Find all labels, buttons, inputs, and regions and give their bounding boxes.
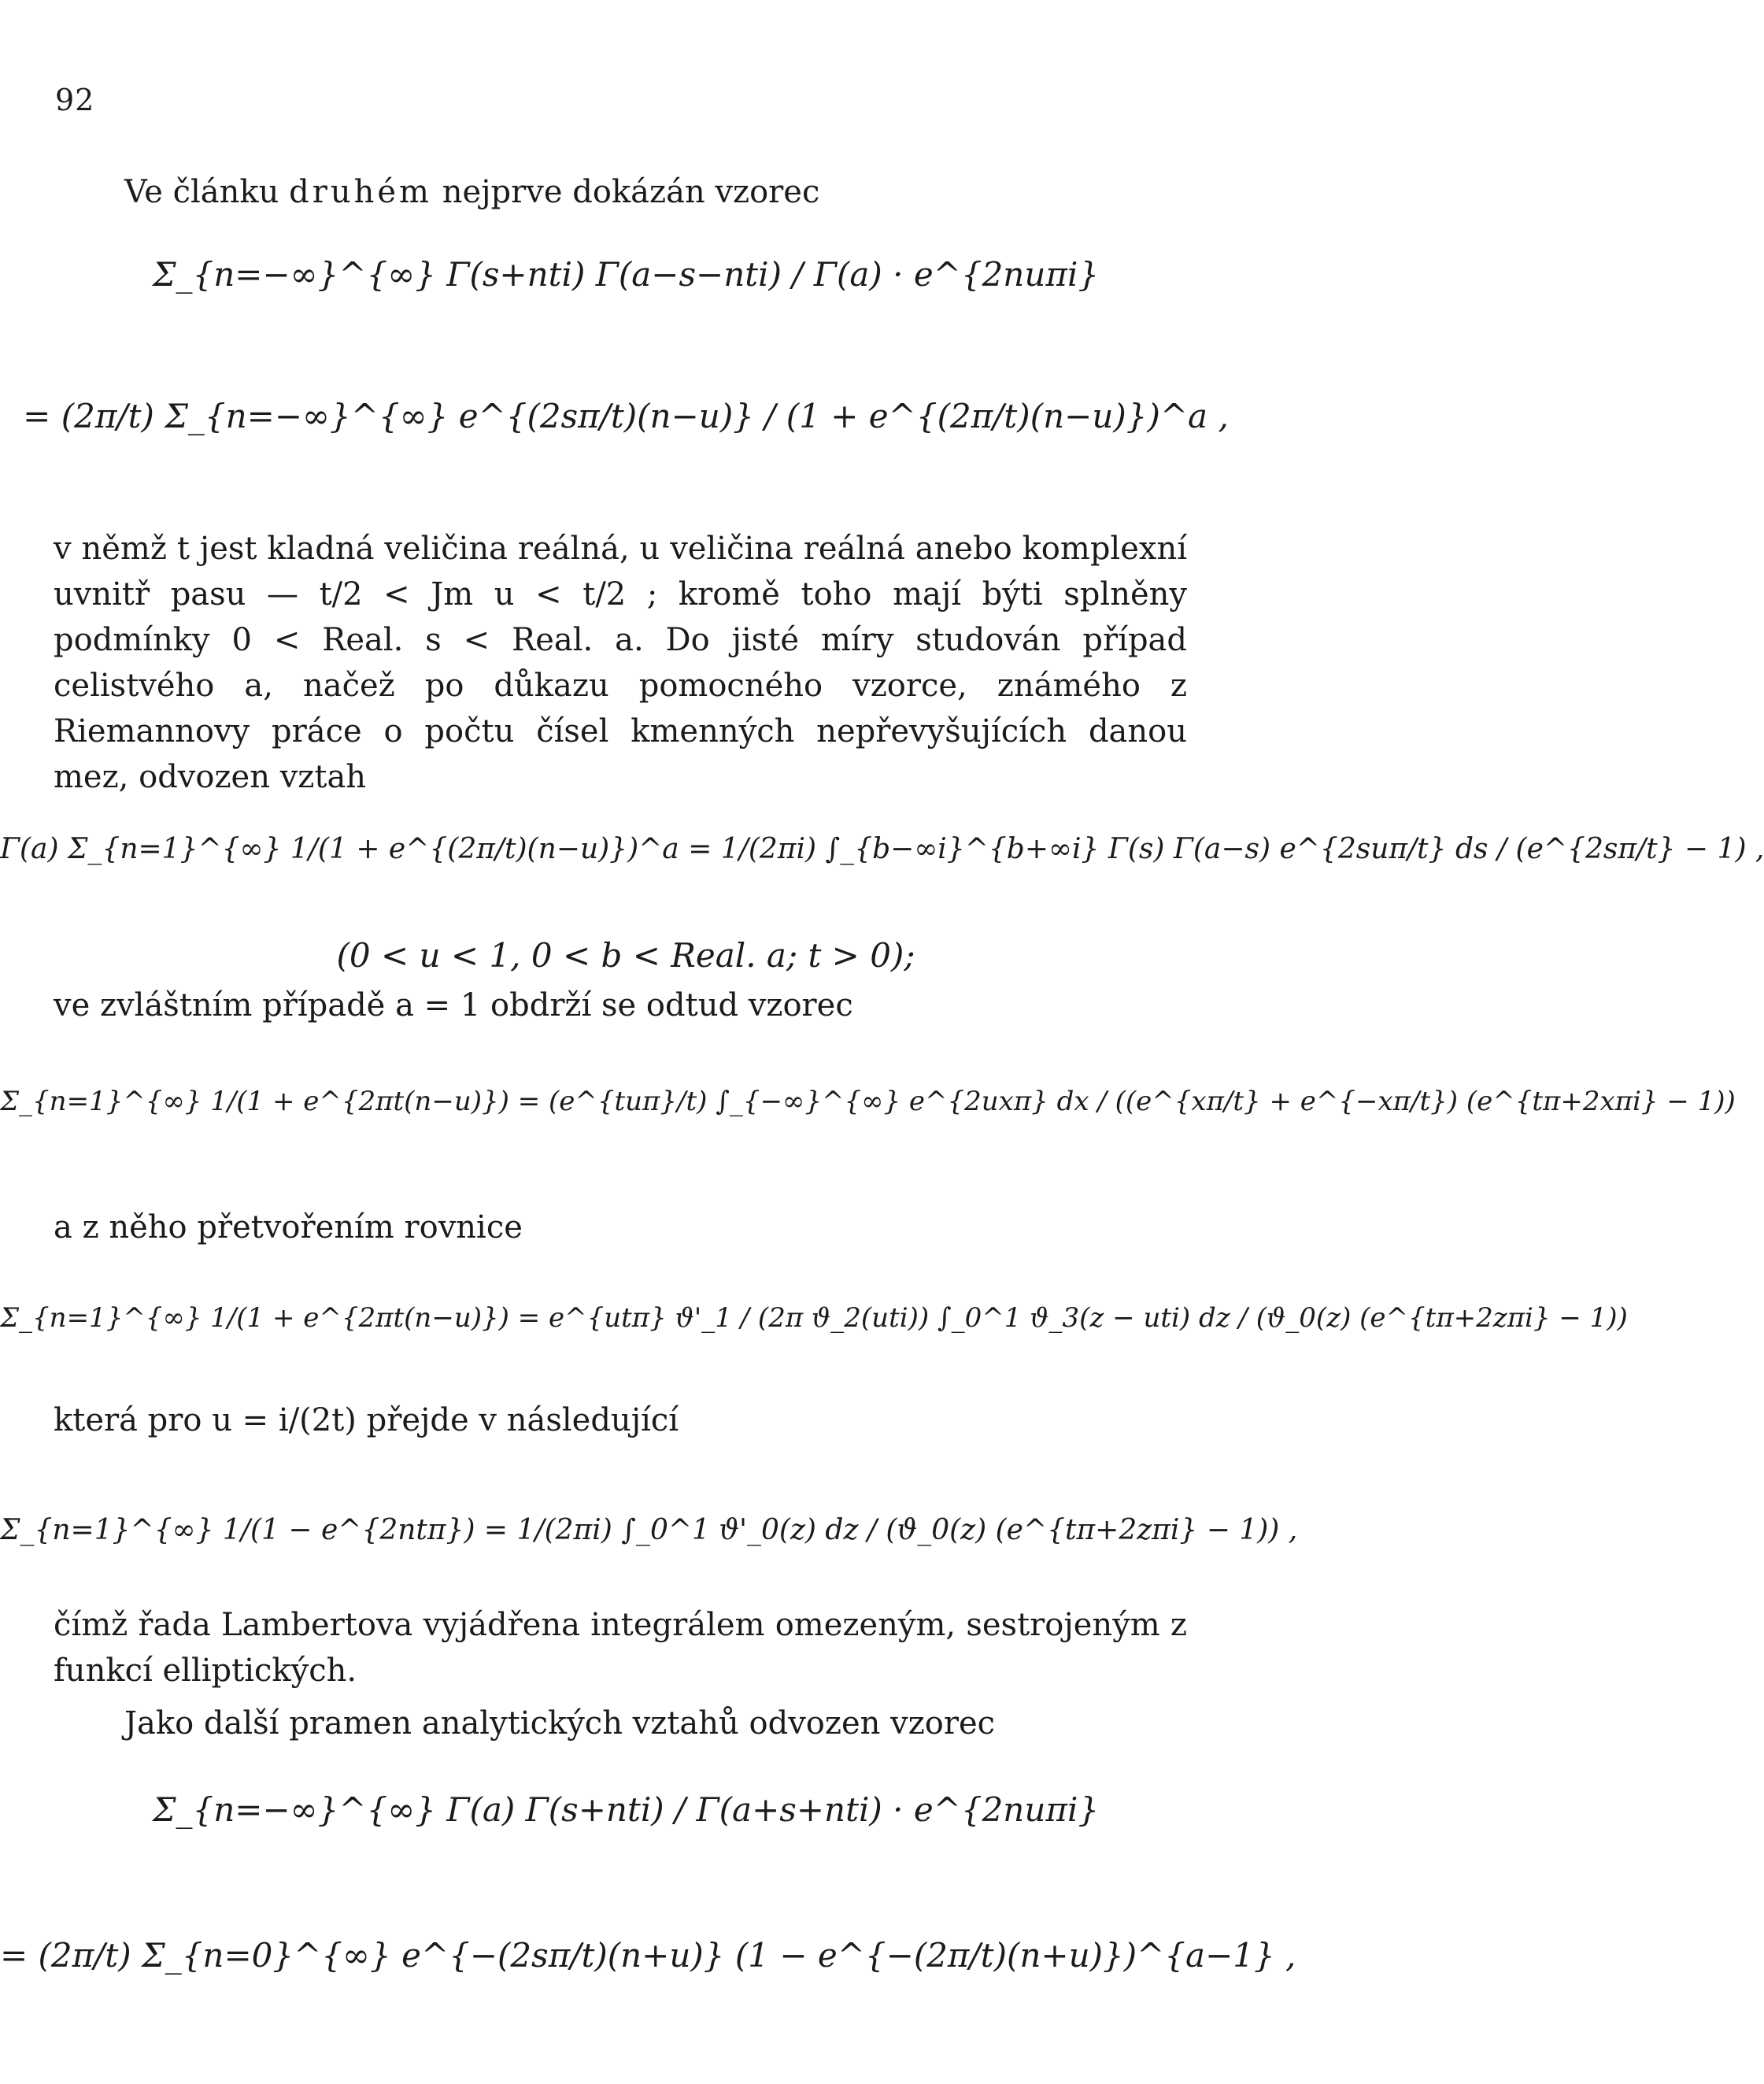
- intro-text-end: nejprve dokázán vzorec: [442, 174, 820, 210]
- page-number: 92: [55, 83, 95, 117]
- equation-5: Σ_{n=1}^{∞} 1/(1 − e^{2ntπ}) = 1/(2πi) ∫_0^1 ϑ'_0(z) dz / (ϑ_0(z) (e^{tπ+2zπi} − 1)) ,: [0, 1514, 1298, 1546]
- paragraph-lambert: čímž řada Lambertova vyjádřena integrálem omezeným, sestrojeným z funkcí elliptických.: [54, 1607, 1187, 1689]
- equation-6: Σ_{n=−∞}^{∞} Γ(a) Γ(s+nti) / Γ(a+s+nti) · e^{2nuπi}: [152, 1790, 1100, 1829]
- paragraph-substitution: která pro u = i/(2t) přejde v následující: [54, 1402, 679, 1438]
- equation-6-rhs: = (2π/t) Σ_{n=0}^{∞} e^{−(2sπ/t)(n+u)} (1 − e^{−(2π/t)(n+u)})^{a−1} ,: [0, 1936, 1296, 1975]
- equation-1-rhs: = (2π/t) Σ_{n=−∞}^{∞} e^{(2sπ/t)(n−u)} / (1 + e^{(2π/t)(n−u)})^a ,: [23, 397, 1229, 435]
- paragraph-intro: [54, 169, 1187, 215]
- paragraph-further-source: Jako další pramen analytických vztahů odvozen vzorec: [124, 1705, 996, 1742]
- intro-text-start: Ve článku: [124, 174, 279, 210]
- equation-3: Σ_{n=1}^{∞} 1/(1 + e^{2πt(n−u)}) = (e^{tuπ}/t) ∫_{−∞}^{∞} e^{2uxπ} dx / ((e^{xπ/t} + e^{−xπ/t}) (e^{tπ+2xπi} − 1)): [0, 1086, 1736, 1117]
- paragraph-transformation: a z něho přetvořením rovnice: [54, 1209, 523, 1246]
- intro-emphasis: druhém: [289, 174, 432, 210]
- equation-1: Σ_{n=−∞}^{∞} Γ(s+nti) Γ(a−s−nti) / Γ(a) · e^{2nuπi}: [152, 255, 1100, 294]
- paragraph-conditions: v němž t jest kladná veličina reálná, u veličina reálná anebo komplexní uvnitř pasu — t/2 < Jm u < t/2 ; kromě toho mají býti splněny podmínky 0 < Real. s < Real. a. Do jisté míry studován případ celistvého a, načež po důkazu pomocného vzorce, známého z Riemannovy práce o počtu čísel kmenných nepřevyšujících danou mez, odvozen vztah: [54, 531, 1187, 795]
- equation-4: Σ_{n=1}^{∞} 1/(1 + e^{2πt(n−u)}) = e^{utπ} ϑ'_1 / (2π ϑ_2(uti)) ∫_0^1 ϑ_3(z − uti) dz / (ϑ_0(z) (e^{tπ+2zπi} − 1)): [0, 1302, 1628, 1334]
- equation-2-conditions: (0 < u < 1, 0 < b < Real. a; t > 0);: [336, 936, 915, 975]
- paragraph-special-case: ve zvláštním případě a = 1 obdrží se odtud vzorec: [54, 987, 853, 1023]
- equation-2: Γ(a) Σ_{n=1}^{∞} 1/(1 + e^{(2π/t)(n−u)})^a = 1/(2πi) ∫_{b−∞i}^{b+∞i} Γ(s) Γ(a−s) e^{2suπ/t} ds / (e^{2sπ/t} − 1) ,: [0, 833, 1764, 865]
